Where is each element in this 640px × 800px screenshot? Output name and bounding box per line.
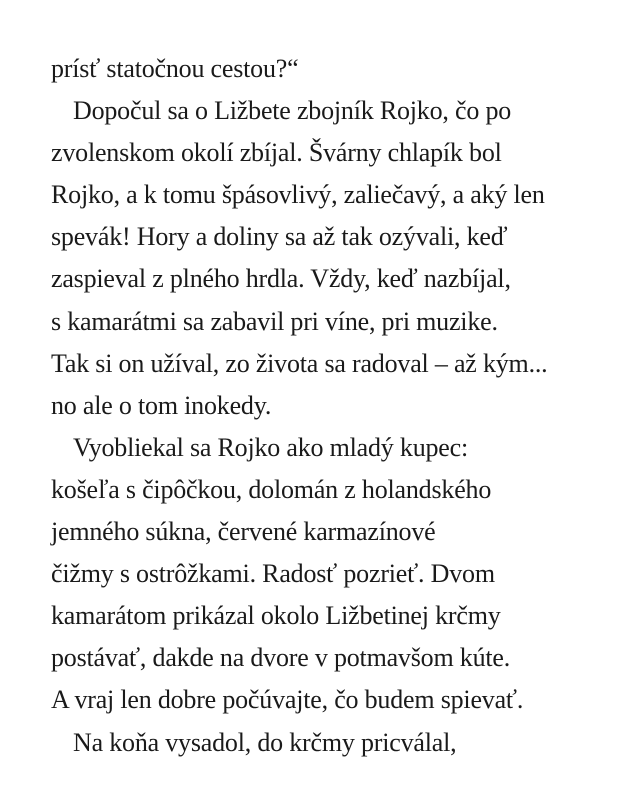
text-line: s kamarátmi sa zabavil pri víne, pri muzike. (51, 306, 498, 336)
text-line: Vyobliekal sa Rojko ako mladý kupec: (73, 432, 469, 462)
text-line: Na koňa vysadol, do krčmy pricválal, (73, 727, 457, 757)
text-line: no ale o tom inokedy. (51, 390, 272, 420)
text-line: postávať, dakde na dvore v potmavšom kúte. (51, 643, 511, 673)
text-line: A vraj len dobre počúvajte, čo budem spievať. (51, 685, 524, 715)
text-line: košeľa s čipôčkou, dolomán z holandského (51, 474, 492, 504)
text-line: prísť statočnou cestou?“ (51, 54, 299, 83)
text-line: zvolenskom okolí zbíjal. Švárny chlapík bol (51, 138, 502, 168)
text-line: jemného súkna, červené karmazínové (51, 517, 436, 547)
text-line: spevák! Hory a doliny sa až tak ozývali, keď (51, 222, 508, 252)
text-line: čižmy s ostrôžkami. Radosť pozrieť. Dvom (51, 559, 495, 589)
text-line: Tak si on užíval, zo života sa radoval – až kým... (51, 348, 548, 378)
text-line: Dopočul sa o Ližbete zbojník Rojko, čo po (73, 96, 512, 126)
text-line: zaspieval z plného hrdla. Vždy, keď nazbíjal, (51, 264, 511, 294)
text-line: kamarátom prikázal okolo Ližbetinej krčmy (51, 601, 501, 631)
body-text (51, 48, 611, 764)
text-line: Rojko, a k tomu špásovlivý, zaliečavý, a aký len (51, 180, 545, 210)
